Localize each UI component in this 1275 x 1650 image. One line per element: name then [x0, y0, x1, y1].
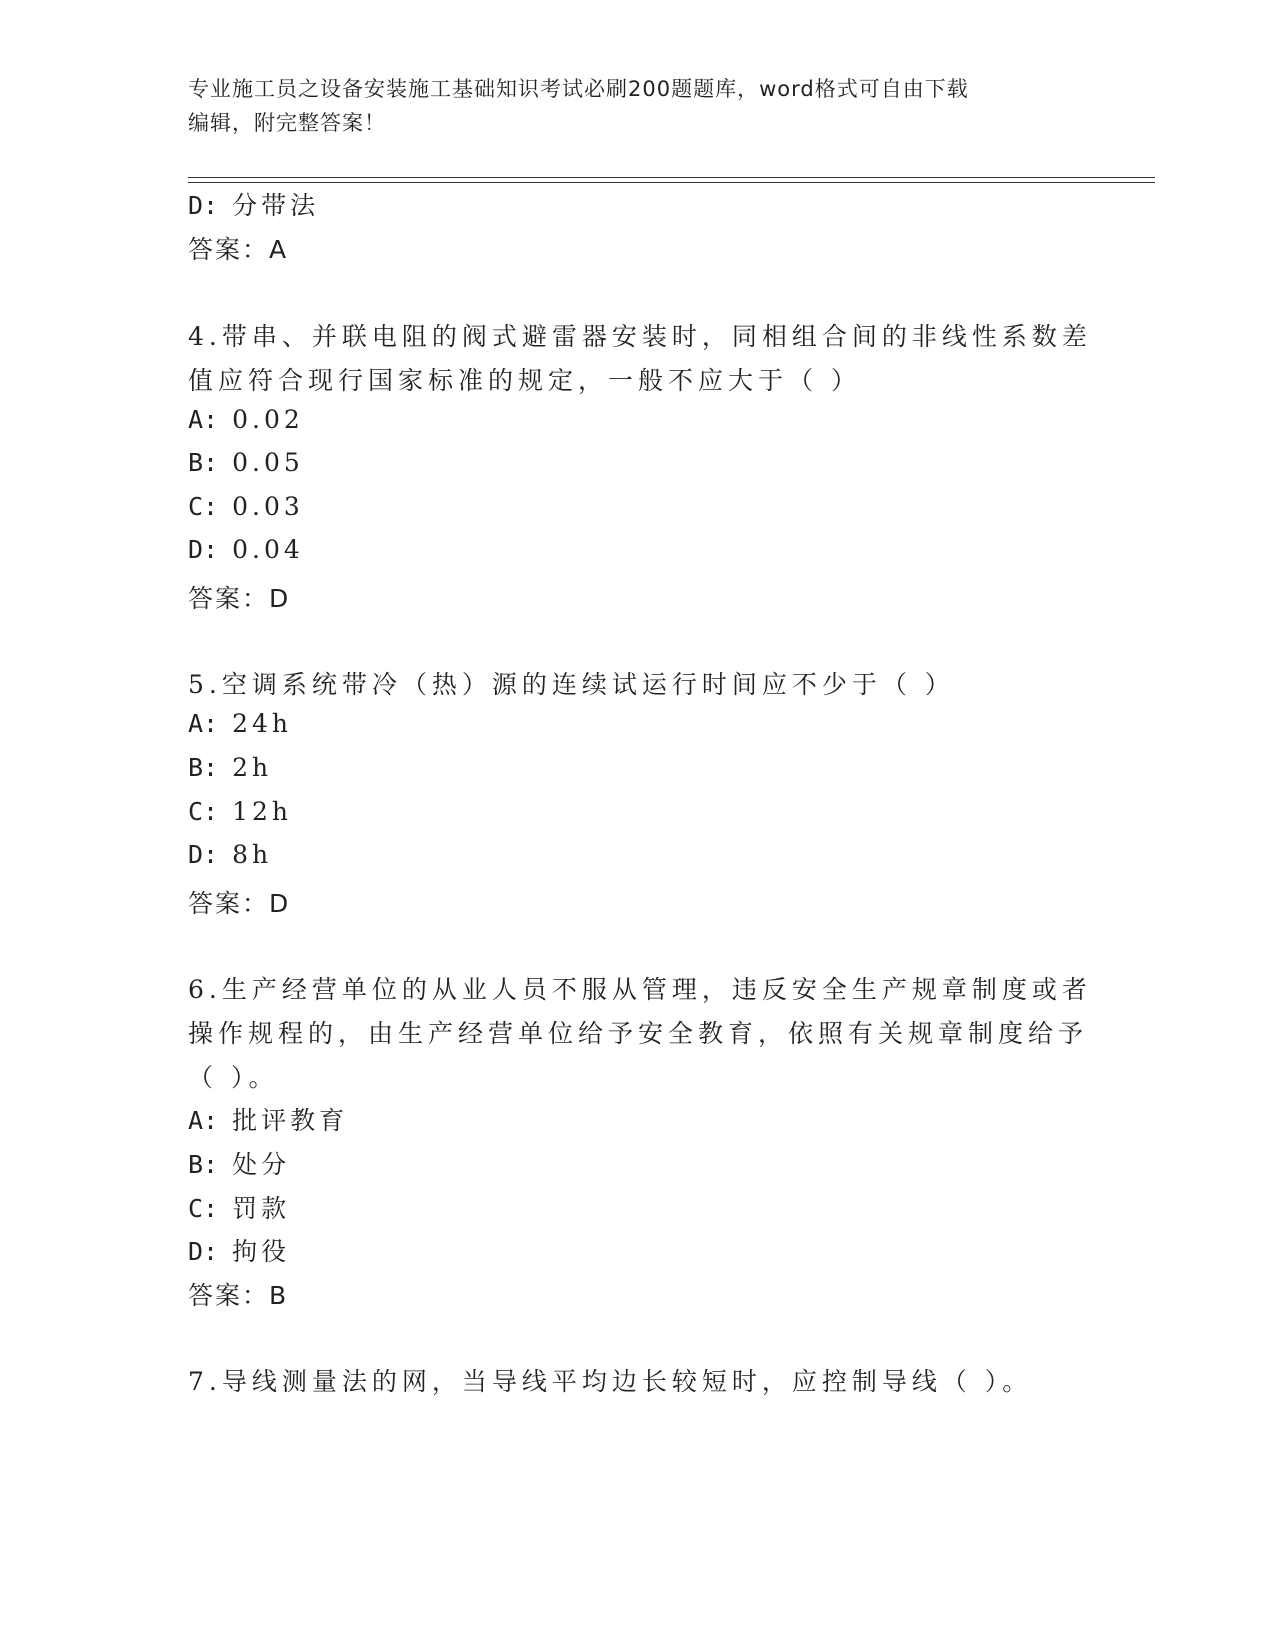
- prev-option-d: [188, 186, 319, 222]
- prev-answer: 答案：A: [188, 235, 289, 264]
- option-label: D:: [188, 840, 219, 869]
- q5-option-d: [188, 840, 272, 869]
- q4-stem-line-1: 4.带串、并联电阻的阀式避雷器安装时，同相组合间的非线性系数差: [188, 322, 1092, 351]
- q6-stem-line-3: （ ）。: [188, 1063, 279, 1092]
- q5-option-b: [188, 753, 272, 782]
- option-label: B:: [188, 1150, 219, 1179]
- q5-option-c: [188, 797, 292, 826]
- q4-option-a: [188, 405, 304, 434]
- option-text: 分带法: [232, 191, 320, 220]
- option-label: C:: [188, 1194, 219, 1223]
- q5-answer: 答案：D: [188, 889, 291, 918]
- header-title-line-1: 专业施工员之设备安装施工基础知识考试必刷200题题库，word格式可自由下载: [188, 77, 969, 101]
- header-rule-bottom: [188, 182, 1155, 183]
- q5-stem-line-1: 5.空调系统带冷（热）源的连续试运行时间应不少于（ ）: [188, 670, 955, 699]
- option-text: 8h: [232, 840, 273, 869]
- q4-option-c: [188, 492, 304, 521]
- option-text: 2h: [232, 753, 273, 782]
- q4-option-b: [188, 448, 304, 477]
- header-title-line-2: 编辑，附完整答案！: [188, 111, 386, 135]
- option-label: D:: [188, 535, 219, 564]
- document-header: [188, 72, 1068, 140]
- q6-answer: 答案：B: [188, 1281, 289, 1310]
- q4-stem-line-2: 值应符合现行国家标准的规定，一般不应大于（ ）: [188, 366, 861, 395]
- option-text: 罚款: [232, 1194, 291, 1223]
- option-text: 0.04: [232, 535, 304, 564]
- q7-stem-line-1: 7.导线测量法的网，当导线平均边长较短时，应控制导线（ ）。: [188, 1367, 1033, 1396]
- header-rule-top: [188, 177, 1155, 178]
- option-text: 12h: [232, 797, 293, 826]
- option-label: D:: [188, 191, 219, 220]
- option-label: A:: [188, 405, 219, 434]
- option-text: 0.05: [232, 448, 304, 477]
- option-label: B:: [188, 753, 219, 782]
- option-label: C:: [188, 797, 219, 826]
- q5-option-a: [188, 709, 292, 738]
- q6-option-c: [188, 1189, 290, 1225]
- q6-stem-line-2: 操作规程的，由生产经营单位给予安全教育，依照有关规章制度给予: [188, 1019, 1089, 1048]
- q6-option-b: [188, 1145, 290, 1181]
- option-text: 处分: [232, 1150, 291, 1179]
- q4-answer: 答案：D: [188, 584, 291, 613]
- option-label: A:: [188, 709, 219, 738]
- option-text: 拘役: [232, 1237, 291, 1266]
- q4-option-d: [188, 535, 304, 564]
- option-text: 批评教育: [232, 1106, 349, 1135]
- q6-stem-line-1: 6.生产经营单位的从业人员不服从管理，违反安全生产规章制度或者: [188, 975, 1092, 1004]
- option-label: B:: [188, 448, 219, 477]
- option-label: D:: [188, 1237, 219, 1266]
- option-text: 24h: [232, 709, 293, 738]
- option-text: 0.03: [232, 492, 304, 521]
- q6-option-a: [188, 1101, 348, 1137]
- option-label: C:: [188, 492, 219, 521]
- option-text: 0.02: [232, 405, 304, 434]
- q6-option-d: [188, 1232, 290, 1268]
- option-label: A:: [188, 1106, 219, 1135]
